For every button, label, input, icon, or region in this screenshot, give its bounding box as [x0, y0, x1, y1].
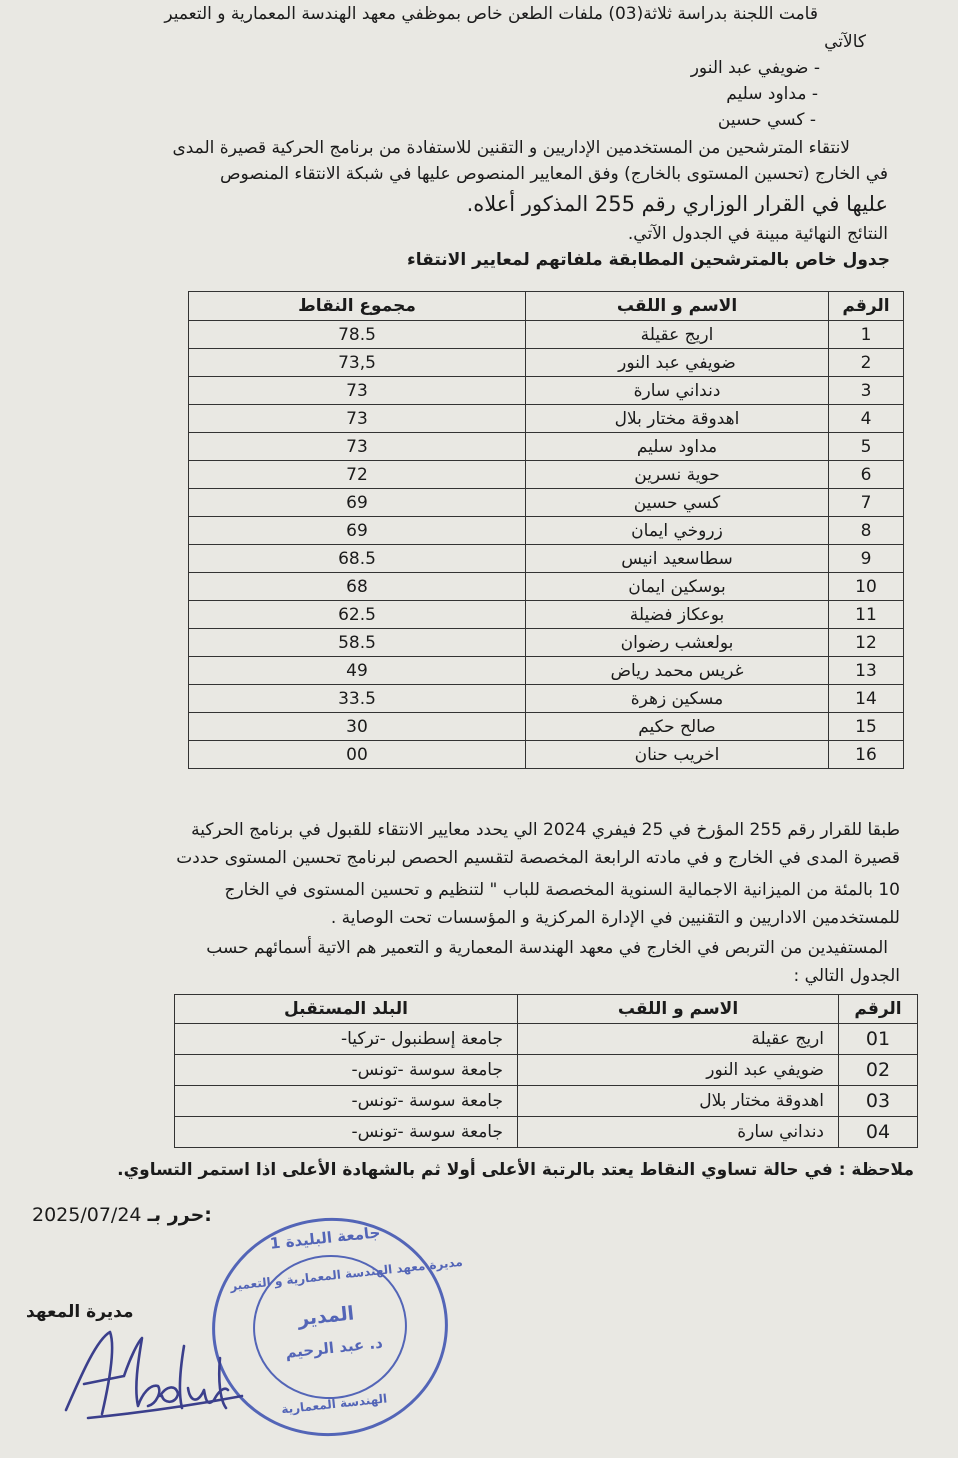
- stamp-text-top: جامعة البليدة 1: [269, 1223, 382, 1253]
- candidate-score: 69: [189, 517, 526, 545]
- body-paragraph-2: قصيرة المدى في الخارج و في مادته الرابعة المخصصة لتقسيم الحصص لبرنامج تحسين المستوى حددت: [176, 848, 900, 868]
- table-row: [189, 405, 904, 433]
- column-header-score: مجموع النقاط: [189, 292, 526, 321]
- row-number: 13: [829, 657, 904, 685]
- table-row: [189, 349, 904, 377]
- handwritten-signature: [58, 1318, 248, 1428]
- candidate-name: بولعشب رضوان: [526, 629, 829, 657]
- row-number: 6: [829, 461, 904, 489]
- candidate-name: غريس محمد رياض: [526, 657, 829, 685]
- table-row: [189, 433, 904, 461]
- intro-paragraph-1: لانتقاء المترشحين من المستخدمين الإداريين و التقنين للاستفادة من برنامج الحركية قصيرة المدى: [172, 138, 850, 158]
- intro-line-1: قامت اللجنة بدراسة ثلاثة(03) ملفات الطعن خاص بموظفي معهد الهندسة المعمارية و التعمير: [164, 4, 818, 24]
- destination-university: جامعة سوسة -تونس-: [175, 1055, 518, 1086]
- column-header-num: الرقم: [839, 995, 918, 1024]
- results-table-body: [189, 321, 904, 769]
- candidate-score: 49: [189, 657, 526, 685]
- row-number: 3: [829, 377, 904, 405]
- candidate-name: سطاسعيد انيس: [526, 545, 829, 573]
- table-row: [189, 741, 904, 769]
- row-number: 04: [839, 1117, 918, 1148]
- candidate-name: اريج عقيلة: [526, 321, 829, 349]
- beneficiaries-table-body: [175, 1024, 918, 1148]
- candidate-score: 62.5: [189, 601, 526, 629]
- table-row: [189, 629, 904, 657]
- table-header-row: [175, 995, 918, 1024]
- candidate-score: 72: [189, 461, 526, 489]
- stamp-text-bottom: الهندسة المعمارية: [280, 1391, 388, 1417]
- candidate-name: حوية نسرين: [526, 461, 829, 489]
- body-paragraph-5: المستفيدين من التربص في الخارج في معهد الهندسة المعمارية و التعمير هم الاتية أسمائهم حسب: [206, 938, 888, 958]
- candidate-score: 68.5: [189, 545, 526, 573]
- candidate-score: 68: [189, 573, 526, 601]
- candidate-name: زروخي ايمان: [526, 517, 829, 545]
- row-number: 02: [839, 1055, 918, 1086]
- column-header-name: الاسم و اللقب: [526, 292, 829, 321]
- appeal-name: ضويفي عبد النور: [690, 58, 809, 78]
- row-number: 16: [829, 741, 904, 769]
- table-row: [189, 461, 904, 489]
- note: ملاحظة : في حالة تساوي النقاط يعتد بالرتبة الأعلى أولا ثم بالشهادة الأعلى اذا استمر التساوي.: [117, 1160, 914, 1180]
- intro-paragraph-2: في الخارج (تحسين المستوى بالخارج) وفق المعايير المنصوص عليها في شبكة الانتقاء المنصوص: [219, 164, 888, 184]
- row-number: 2: [829, 349, 904, 377]
- appeal-name-2: - مداود سليم: [726, 84, 818, 104]
- date-value: 2025/07/24: [32, 1204, 142, 1226]
- table-row: [189, 545, 904, 573]
- destination-university: جامعة سوسة -تونس-: [175, 1117, 518, 1148]
- table-row: [189, 685, 904, 713]
- candidate-name: ضويفي عبد النور: [526, 349, 829, 377]
- candidate-score: 78.5: [189, 321, 526, 349]
- table-row: [189, 601, 904, 629]
- date-label: حرر بـ:: [147, 1204, 212, 1226]
- table-row: [175, 1055, 918, 1086]
- column-header-num: الرقم: [829, 292, 904, 321]
- destination-university: جامعة سوسة -تونس-: [175, 1086, 518, 1117]
- table-row: [175, 1117, 918, 1148]
- table-row: [189, 657, 904, 685]
- row-number: 4: [829, 405, 904, 433]
- intro-line-2: كالآتي: [824, 32, 866, 52]
- candidate-name: اهدوقة مختار بلال: [526, 405, 829, 433]
- appeal-name: كسي حسين: [717, 110, 805, 130]
- column-header-name: الاسم و اللقب: [518, 995, 839, 1024]
- table-row: [189, 321, 904, 349]
- row-number: 03: [839, 1086, 918, 1117]
- candidate-score: 30: [189, 713, 526, 741]
- candidate-name: مداود سليم: [526, 433, 829, 461]
- table-row: [189, 573, 904, 601]
- candidate-name: كسي حسين: [526, 489, 829, 517]
- candidate-name: بوسكين ايمان: [526, 573, 829, 601]
- candidate-name: اخريب حنان: [526, 741, 829, 769]
- candidate-score: 58.5: [189, 629, 526, 657]
- appeal-name-1: - ضويفي عبد النور: [690, 58, 820, 78]
- body-paragraph-3: 10 بالمئة من الميزانية الاجمالية السنوية المخصصة للباب " لتنظيم و تحسين المستوى في الخارج: [224, 880, 900, 900]
- table-title: جدول خاص بالمترشحين المطابقة ملفاتهم لمعايير الانتقاء: [407, 250, 890, 270]
- appeal-name: مداود سليم: [726, 84, 807, 104]
- row-number: 8: [829, 517, 904, 545]
- beneficiary-name: اهدوقة مختار بلال: [518, 1086, 839, 1117]
- beneficiaries-table: [174, 994, 918, 1148]
- appeal-name-3: - كسي حسين: [717, 110, 816, 130]
- row-number: 12: [829, 629, 904, 657]
- row-number: 01: [839, 1024, 918, 1055]
- beneficiary-name: ضويفي عبد النور: [518, 1055, 839, 1086]
- intro-paragraph-4: النتائج النهائية مبينة في الجدول الآتي.: [627, 224, 888, 244]
- candidate-score: 73,5: [189, 349, 526, 377]
- destination-university: جامعة إسطنبول -تركيا-: [175, 1024, 518, 1055]
- row-number: 15: [829, 713, 904, 741]
- date-line: [32, 1204, 212, 1226]
- table-row: [175, 1086, 918, 1117]
- body-paragraph-4: للمستخدمين الاداريين و التقنيين في الإدارة المركزية و المؤسسات تحت الوصاية .: [330, 908, 900, 928]
- stamp-text-name: د. عبد الرحيم: [284, 1333, 384, 1362]
- candidate-score: 00: [189, 741, 526, 769]
- beneficiary-name: اريج عقيلة: [518, 1024, 839, 1055]
- candidate-name: مسكين زهرة: [526, 685, 829, 713]
- stamp-text-arc: مديرة معهد الهندسة المعمارية و التعمير: [229, 1254, 464, 1294]
- results-table: [188, 291, 904, 769]
- signatory-title: مديرة المعهد: [26, 1302, 134, 1322]
- candidate-score: 33.5: [189, 685, 526, 713]
- table-row: [189, 489, 904, 517]
- body-paragraph-1: طبقا للقرار رقم 255 المؤرخ في 25 فيفري 2024 الي يحدد معايير الانتقاء للقبول في برنامج الحركية: [191, 820, 900, 840]
- table-row: [175, 1024, 918, 1055]
- column-header-destination: البلد المستقبل: [175, 995, 518, 1024]
- table-header-row: [189, 292, 904, 321]
- candidate-name: بوعكاز فضيلة: [526, 601, 829, 629]
- stamp-text-center: المدير: [296, 1302, 356, 1331]
- body-paragraph-6: الجدول التالي :: [793, 966, 900, 986]
- candidate-score: 73: [189, 377, 526, 405]
- row-number: 7: [829, 489, 904, 517]
- candidate-score: 73: [189, 405, 526, 433]
- intro-paragraph-3: عليها في القرار الوزاري رقم 255 المذكور أعلاه.: [466, 192, 888, 216]
- row-number: 10: [829, 573, 904, 601]
- candidate-name: دنداني سارة: [526, 377, 829, 405]
- table-row: [189, 713, 904, 741]
- table-row: [189, 517, 904, 545]
- candidate-score: 69: [189, 489, 526, 517]
- candidate-score: 73: [189, 433, 526, 461]
- beneficiary-name: دنداني سارة: [518, 1117, 839, 1148]
- row-number: 14: [829, 685, 904, 713]
- row-number: 11: [829, 601, 904, 629]
- row-number: 5: [829, 433, 904, 461]
- row-number: 9: [829, 545, 904, 573]
- candidate-name: صالح حكيم: [526, 713, 829, 741]
- row-number: 1: [829, 321, 904, 349]
- table-row: [189, 377, 904, 405]
